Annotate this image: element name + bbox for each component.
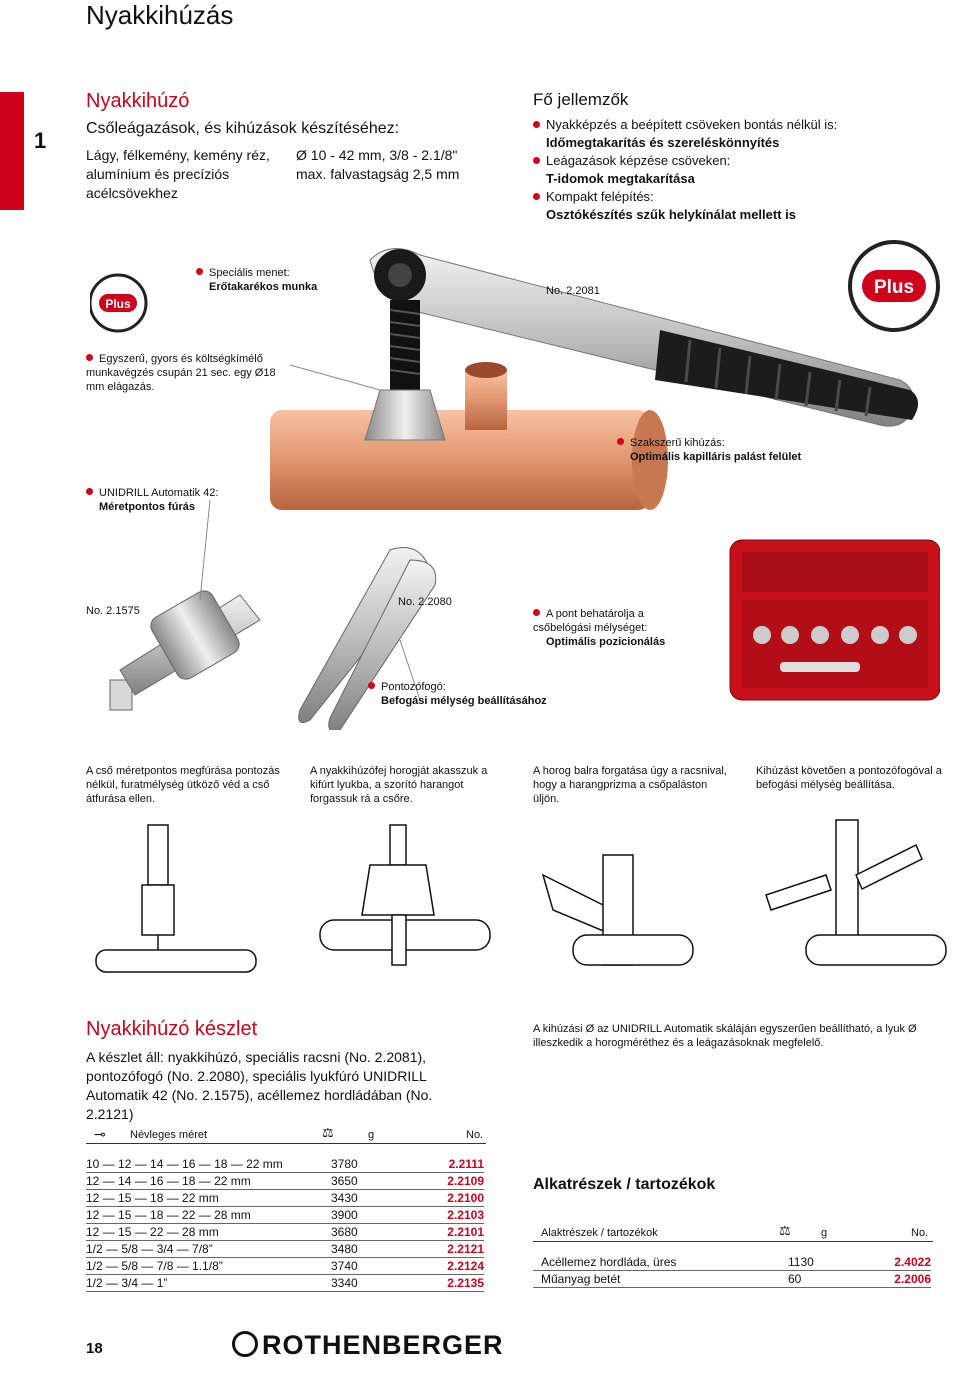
accessories-column-name: Alaktrészek / tartozékok: [541, 1227, 658, 1239]
scale-icon: ⚖: [779, 1223, 791, 1238]
table-row: Műanyag betét 60 2.2006: [533, 1271, 931, 1288]
feature-item: Leágazások képzése csöveken: T-idomok megtakarítása: [533, 152, 933, 188]
callout-point-limiter: A pont behatárolja a csőbelógási mélységet: Optimális pozicionálás: [533, 608, 666, 648]
step-illustrations: [86, 815, 956, 995]
copper-branch: [465, 370, 507, 430]
step-3-text: A horog balra forgatása úgy a racsnival, hogy a harangprizma a csőpaláston üljön.: [533, 765, 727, 805]
callout-pointing-tool: Pontozófogó: Befogási mélység beállításához: [368, 680, 588, 708]
kit-column-weight: g: [368, 1129, 375, 1141]
features-heading: Fő jellemzők: [533, 90, 629, 109]
product-subheading: Csőleágazások, és kihúzások készítéséhez:: [86, 120, 400, 137]
innovation-badge-small: [90, 275, 146, 331]
feature-item: Nyakképzés a beépített csöveken bontás nélkül is: Időmegtakarítás és szereléskönnyítés: [533, 116, 933, 152]
product-number-drill: No. 2.1575: [86, 605, 140, 617]
table-row: 12 — 15 — 18 — 22 — 28 mm 3900 2.2103: [86, 1208, 484, 1222]
table-row: Acéllemez hordláda, üres 1130 2.4022: [533, 1254, 931, 1271]
step-1-drawing: [96, 825, 256, 972]
product-number-tool: No. 2.2081: [546, 285, 600, 297]
diameter-icon: ⊸: [94, 1126, 106, 1142]
kit-column-number: No.: [466, 1129, 484, 1141]
kit-note: A kihúzási Ø az UNIDRILL Automatik skáláján egyszerűen beállítható, a lyuk Ø illeszkedik a horogméréthez és a leágazásoknak megfelelő.: [533, 1023, 917, 1049]
kit-column-size: Névleges méret: [130, 1129, 208, 1141]
kit-heading: Nyakkihúzó készlet: [86, 1018, 258, 1040]
table-row: 1/2 — 5/8 — 3/4 — 7/8” 3480 2.2121: [86, 1242, 484, 1256]
step-1-text: A cső méretpontos megfúrása pontozás nélkül, furatmélység ütköző véd a cső átfurása ellen.: [86, 765, 280, 805]
product-illustration: [90, 240, 940, 730]
chapter-number: 1: [34, 128, 47, 153]
table-row: 12 — 14 — 16 — 18 — 22 mm 3650 2.2109: [86, 1174, 484, 1188]
table-row: 1/2 — 3/4 — 1” 3340 2.2135: [86, 1276, 484, 1290]
copper-pipe: [270, 410, 650, 510]
step-4-text: Kihúzást követően a pontozófogóval a befogási mélység beállítása.: [756, 765, 942, 791]
kit-table: [86, 1156, 484, 1292]
brand-logo: ROTHENBERGER: [232, 1330, 504, 1361]
kit-description: A készlet áll: nyakkihúzó, speciális racsni (No. 2.2081), pontozófogó (No. 2.2080), speciális lyukfúró UNIDRILL Automatik 42 (No. 2.1575), acéllemez hordládában (No. 2.2121): [86, 1049, 433, 1122]
pulling-bell: [365, 390, 445, 440]
features-list: [533, 116, 933, 224]
scale-icon: ⚖: [322, 1125, 334, 1140]
step-4-drawing: [766, 820, 946, 965]
product-spec-2: max. falvastagság 2,5 mm: [296, 166, 460, 182]
product-materials: Lágy, félkemény, kemény réz, alumínium és precíziós acélcsövekhez: [86, 147, 270, 201]
accessories-heading: Alkatrészek / tartozékok: [533, 1176, 716, 1193]
accessories-table: [533, 1254, 931, 1288]
callout-simple: Egyszerű, gyors és költségkímélő munkavégzés csupán 21 sec. egy Ø18 mm elágazás.: [86, 353, 276, 393]
storage-case: [730, 540, 940, 700]
product-heading: Nyakkihúzó: [86, 90, 190, 112]
svg-text:Plus: Plus: [105, 297, 131, 311]
product-number-pliers: No. 2.2080: [398, 596, 452, 608]
product-spec-1: Ø 10 - 42 mm, 3/8 - 2.1/8": [296, 147, 458, 163]
accessories-column-weight: g: [821, 1227, 828, 1239]
page-number: 18: [86, 1340, 103, 1357]
callout-unidrill: UNIDRILL Automatik 42: Méretpontos fúrás: [86, 486, 286, 514]
table-row: 12 — 15 — 18 — 22 mm 3430 2.2100: [86, 1191, 484, 1205]
accessories-column-number: No.: [911, 1227, 929, 1239]
table-row: 1/2 — 5/8 — 7/8 — 1.1/8” 3740 2.2124: [86, 1259, 484, 1273]
svg-text:Plus: Plus: [873, 277, 915, 298]
step-2-text: A nyakkihúzófej horogját akasszuk a kifúrt lyukba, a szorító harangot forgassuk rá a csőre.: [310, 765, 488, 805]
step-3-drawing: [543, 855, 693, 965]
kit-table-header: [86, 1124, 486, 1144]
innovation-badge-large: [850, 242, 938, 330]
callout-special-thread: Speciális menet: Erőtakarékos munka: [196, 266, 376, 294]
feature-item: Kompakt felépítés: Osztókészítés szűk helykínálat mellett is: [533, 188, 933, 224]
brand-logo-icon: [232, 1331, 258, 1357]
chapter-tab-marker: [0, 92, 24, 210]
table-row: 10 — 12 — 14 — 16 — 18 — 22 mm 3780 2.2111: [86, 1157, 484, 1171]
table-row: 12 — 15 — 22 — 28 mm 3680 2.2101: [86, 1225, 484, 1239]
callout-professional: Szakszerű kihúzás: Optimális kapilláris palást felület: [617, 436, 857, 464]
accessories-table-header: [533, 1222, 933, 1242]
step-2-drawing: [320, 825, 490, 965]
page-title: Nyakkihúzás: [86, 0, 234, 30]
